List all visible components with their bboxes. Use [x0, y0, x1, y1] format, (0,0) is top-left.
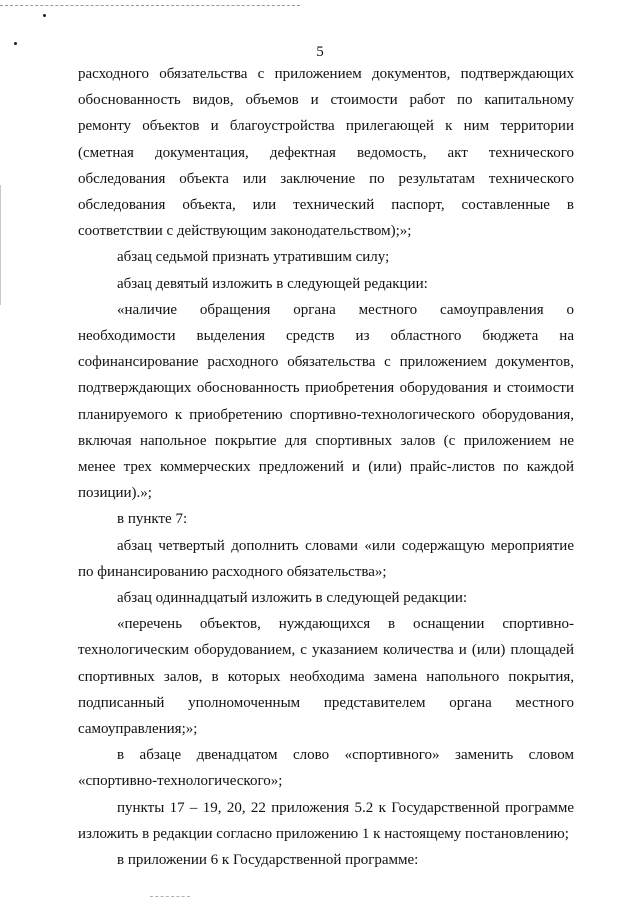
paragraph-continuation: расходного обязательства с приложением документов, подтверждающих обоснованность видов, объемов и стоимости работ по капитальному ремонту объектов и благоустройства прилегающей к ним территории (сметная документация, дефектная ведомость, акт технического обследования объекта или заключение по результатам технического обследования объекта, или технический паспорт, составленные в соответствии с действующим законодательством);»;	[78, 66, 574, 240]
document-body	[78, 61, 574, 873]
scan-edge-left	[0, 185, 1, 305]
scan-edge-bottom	[150, 896, 190, 897]
scan-edge-top	[0, 5, 300, 6]
paragraph-quote: «перечень объектов, нуждающихся в оснащении спортивно-технологическим оборудованием, с указанием количества и (или) площадей спортивных залов, в которых необходима замена напольного покрытия, подписанный уполномоченным представителем органа местного самоуправления;»;	[78, 616, 574, 738]
paragraph: абзац седьмой признать утратившим силу;	[117, 249, 390, 266]
paragraph: в абзаце двенадцатом слово «спортивного» заменить словом «спортивно-технологического»;	[78, 747, 574, 790]
paragraph: абзац одиннадцатый изложить в следующей редакции:	[117, 590, 468, 607]
page-number: 5	[316, 44, 324, 60]
paragraph: абзац девятый изложить в следующей редакции:	[117, 275, 428, 292]
paragraph: в пункте 7:	[117, 511, 188, 528]
scan-speck	[43, 14, 46, 17]
paragraph: пункты 17 – 19, 20, 22 приложения 5.2 к Государственной программе изложить в редакции согласно приложению 1 к настоящему постановлению;	[78, 799, 574, 842]
paragraph: абзац четвертый дополнить словами «или содержащую мероприятие по финансированию расходного обязательства»;	[78, 537, 574, 580]
paragraph: в приложении 6 к Государственной программе:	[117, 852, 419, 869]
paragraph-quote: «наличие обращения органа местного самоуправления о необходимости выделения средств из областного бюджета на софинансирование расходного обязательства с приложением документов, подтверждающих обоснованность приобретения оборудования и стоимости планируемого к приобретению спортивно-технологического оборудования, включая напольное покрытие для спортивных залов (с приложением не менее трех коммерческих предложений и (или) прайс-листов по каждой позиции).»;	[78, 301, 574, 502]
